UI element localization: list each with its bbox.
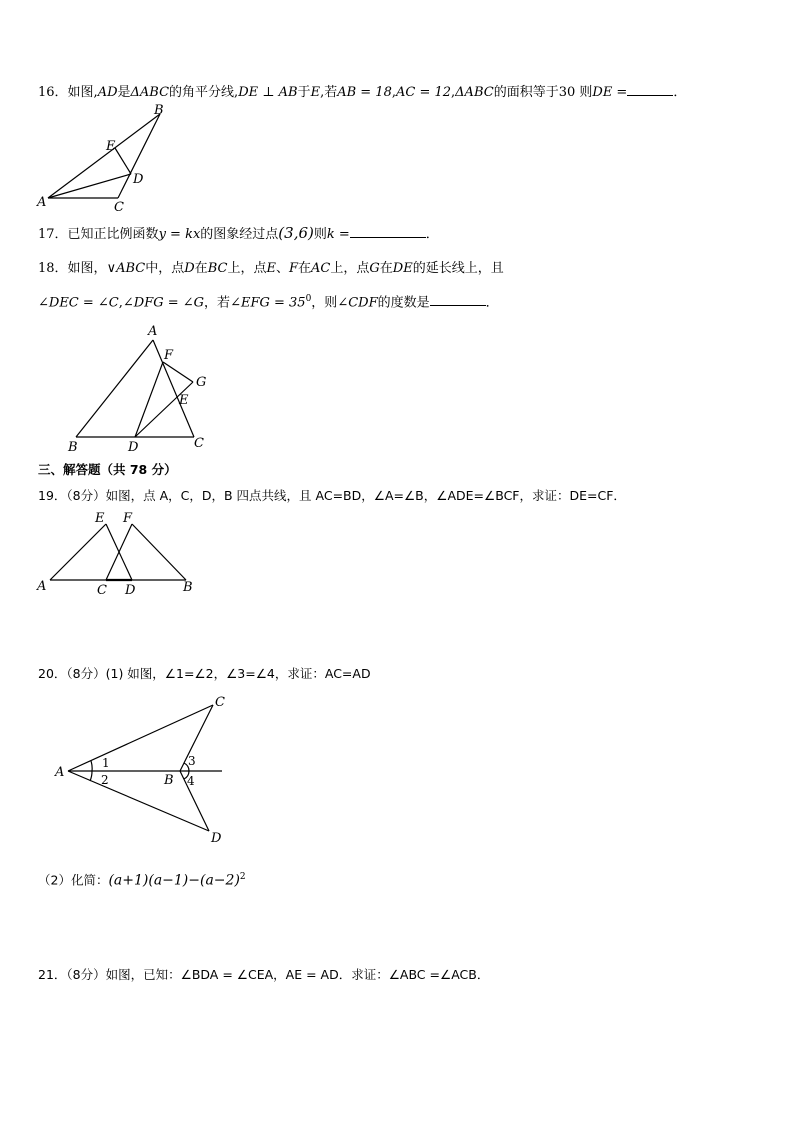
superscript: 0 <box>305 294 312 304</box>
text: 的角平分线, <box>169 85 239 100</box>
question-17-text <box>38 224 439 244</box>
text: ． <box>425 227 439 242</box>
answer-blank[interactable] <box>350 237 426 238</box>
q19-figure <box>36 510 206 600</box>
label-angle-3: 3 <box>188 754 196 768</box>
math: ∠CDF <box>337 295 378 311</box>
math: DE = <box>592 85 628 100</box>
segment-AD <box>48 174 131 198</box>
label-E: E <box>179 393 189 408</box>
math: E <box>310 85 321 100</box>
text: 上，点 <box>330 261 370 276</box>
math: F <box>288 261 298 276</box>
segment-ED <box>115 148 131 174</box>
answer-blank[interactable] <box>430 305 486 306</box>
question-19-text: 19．（8分）如图，点 A，C，D，B 四点共线，且 AC=BD，∠A=∠B，∠ADE=∠BCF，求证：DE=CF． <box>38 488 626 503</box>
math: E <box>266 261 276 276</box>
segment-DG <box>135 382 193 437</box>
segment-DF <box>135 362 163 437</box>
math: AC = 12 <box>395 85 452 100</box>
label-D: D <box>211 831 222 846</box>
segment-AE <box>50 524 106 580</box>
question-number: 17． <box>38 227 68 242</box>
label-B: B <box>164 773 174 788</box>
section-heading: 三、解答题（共 78 分） <box>38 462 177 477</box>
q16-triangle-figure <box>36 104 176 214</box>
text: 在 <box>298 261 312 276</box>
label-C: C <box>215 695 225 710</box>
q20-figure <box>50 692 250 852</box>
label-C: C <box>97 583 107 598</box>
label-E: E <box>106 139 116 154</box>
segment-FG <box>163 362 193 382</box>
label-F: F <box>164 348 174 363</box>
label-B: B <box>183 580 193 595</box>
question-20-text: 20．（8分）(1) 如图，∠1=∠2，∠3=∠4，求证：AC=AD <box>38 666 371 681</box>
text: 如图, <box>67 85 98 100</box>
math: G <box>369 261 380 276</box>
math: AC <box>311 261 331 276</box>
text: 的延长线上，且 <box>412 261 504 276</box>
text: 是 <box>117 85 131 100</box>
label-C: C <box>194 436 204 451</box>
math: D <box>184 261 195 276</box>
math: DE <box>392 261 413 276</box>
question-20-part-2 <box>38 868 246 890</box>
answer-blank[interactable] <box>627 95 673 96</box>
math: k = <box>326 227 350 242</box>
label-A: A <box>148 324 158 339</box>
text: 的度数是 <box>377 295 430 311</box>
segment-CB <box>180 705 213 771</box>
question-16-text <box>38 84 686 102</box>
text: 则 <box>313 227 327 242</box>
text: ． <box>485 295 499 311</box>
label-B: B <box>154 103 164 118</box>
text: 的图象经过点 <box>200 227 279 242</box>
math: ΔABC <box>455 85 494 100</box>
segment-AB <box>76 340 153 437</box>
label-A: A <box>55 765 65 780</box>
label-C: C <box>114 200 124 215</box>
question-number: 18． <box>38 261 68 276</box>
math: y = kx <box>158 227 201 242</box>
segment-FB <box>132 524 186 580</box>
text: ,若 <box>320 85 338 100</box>
text: ，则 <box>311 295 338 311</box>
text: ，若 <box>204 295 231 311</box>
math: (a+1)(a−1)−(a−2) <box>108 872 240 889</box>
label-D: D <box>125 583 136 598</box>
label-angle-1: 1 <box>102 756 110 770</box>
math: ∠DEC = ∠C <box>38 295 119 311</box>
question-21-text: 21．（8分）如图，已知：∠BDA = ∠CEA，AE = AD．求证：∠ABC =∠ACB． <box>38 967 490 982</box>
label-angle-4: 4 <box>187 774 195 788</box>
math: ∠DFG = ∠G <box>122 295 205 311</box>
text: 的面积等于30 则 <box>493 85 593 100</box>
math: AB = 18 <box>337 85 392 100</box>
math: ΔABC <box>130 85 170 100</box>
text: 在 <box>379 261 393 276</box>
angle-1-arc <box>91 761 92 771</box>
text: 中，点 <box>145 261 185 276</box>
math: ∨ABC <box>106 261 146 276</box>
label-A: A <box>37 195 47 210</box>
label-G: G <box>196 375 207 390</box>
text: , <box>118 295 123 311</box>
text: , <box>451 85 456 100</box>
angle-2-arc <box>90 771 92 781</box>
label-A: A <box>37 579 47 594</box>
label-E: E <box>95 511 105 526</box>
label-B: B <box>68 440 78 455</box>
text: 如图， <box>67 261 107 276</box>
math: (3,6) <box>278 224 314 242</box>
text: （2）化简： <box>38 872 109 888</box>
label-D: D <box>133 172 144 187</box>
label-F: F <box>123 511 133 526</box>
text: 已知正比例函数 <box>67 227 159 242</box>
segment-AC <box>153 340 194 437</box>
q18-triangle-figure <box>64 320 224 460</box>
label-D: D <box>128 440 139 455</box>
text: 在 <box>194 261 208 276</box>
question-18-line-2 <box>38 290 499 312</box>
math: BC <box>207 261 228 276</box>
math: DE ⊥ AB <box>238 85 298 100</box>
math: ∠EFG = 35 <box>230 295 306 311</box>
math: AD <box>97 85 118 100</box>
text: 、 <box>275 261 289 276</box>
text: ． <box>673 85 687 100</box>
question-18-line-1 <box>38 260 504 278</box>
text: 上，点 <box>227 261 267 276</box>
superscript: 2 <box>239 872 246 882</box>
text: , <box>391 85 396 100</box>
label-angle-2: 2 <box>101 773 109 787</box>
text: 于 <box>297 85 311 100</box>
question-number: 16． <box>38 85 68 100</box>
